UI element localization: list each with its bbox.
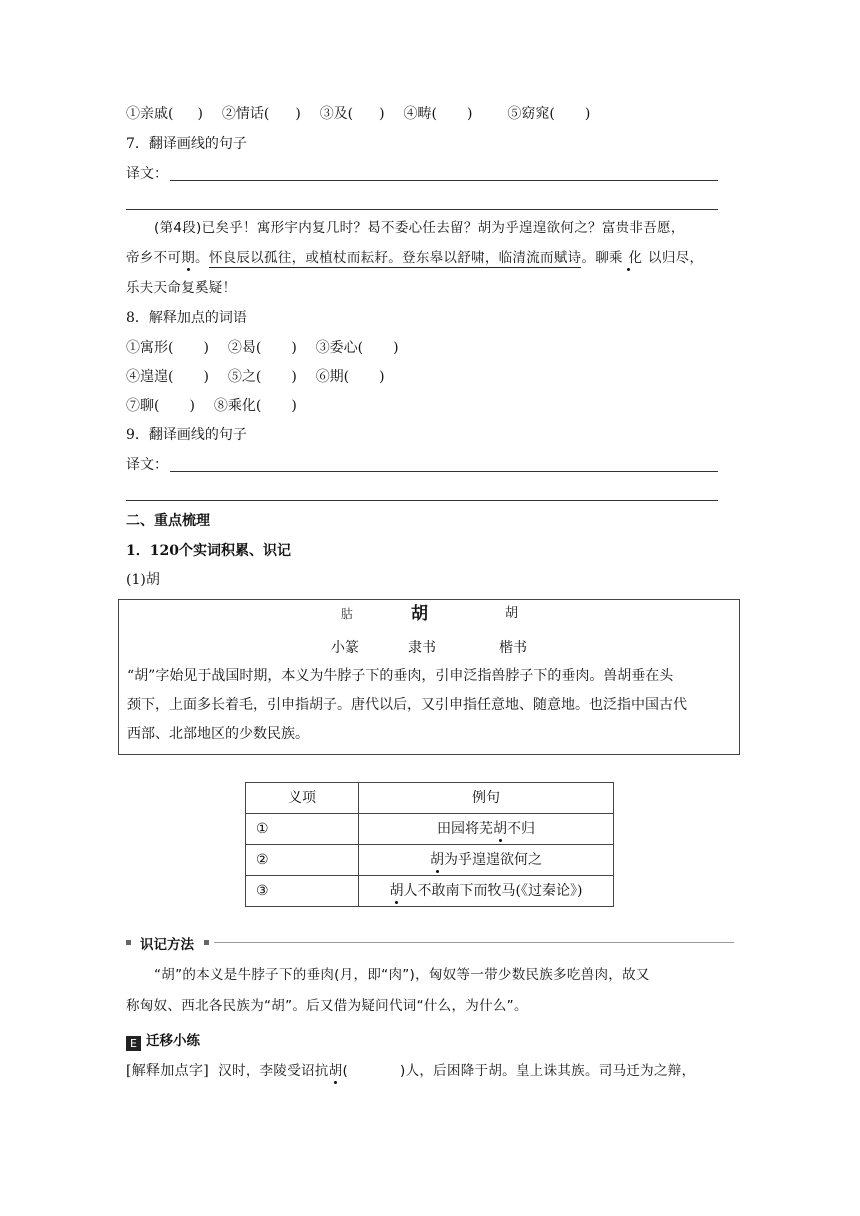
q9-answer-line-1: [170, 471, 718, 472]
table-cell-number: ③: [246, 876, 359, 907]
practice-icon: E: [126, 1036, 141, 1051]
label-clerical: 隶书: [408, 640, 436, 656]
q7-answer-line-1: [170, 180, 718, 181]
box-text-1: “胡”字始见于战国时期，本义为牛脖子下的垂肉，引申泛指兽脖子下的垂肉。兽胡垂在头: [127, 668, 674, 684]
q9-label: 译文：: [126, 457, 168, 473]
passage-line-2: 帝乡不可期。怀良辰以孤往，或植杖而耘耔。登东皋以舒啸，临清流而赋诗。聊乘化以归尽，: [126, 250, 704, 266]
bullet-square-icon: [204, 940, 209, 945]
practice-title: 迁移小练: [146, 1033, 200, 1049]
passage-line-3: 乐夫天命复奚疑！: [126, 280, 237, 296]
table-header: 义项: [246, 783, 359, 814]
q9-answer-line-2: [126, 500, 718, 501]
glyph-clerical: 胡: [411, 604, 428, 624]
box-text-3: 西部、北部地区的少数民族。: [127, 726, 309, 742]
method-title: 识记方法: [140, 937, 194, 953]
box-text-2: 颈下，上面多长着毛，引申指胡子。唐代以后，又引申指任意地、随意地。也泛指中国古代: [127, 697, 687, 713]
table-row: [246, 876, 614, 907]
passage-line-1: (第4段)已矣乎！寓形宇内复几时？曷不委心任去留？胡为乎遑遑欲何之？富贵非吾愿，: [154, 220, 685, 236]
q8-row-2: ④遑遑( ) ⑤之( ) ⑥期( ): [126, 369, 385, 385]
item-heading: (1)胡: [126, 572, 160, 588]
q8-title: 8．解释加点的词语: [126, 310, 247, 326]
method-text-2: 称匈奴、西北各民族为“胡”。后又借为疑问代词“什么，为什么”。: [126, 998, 528, 1014]
q8-row-3: ⑦聊( ) ⑧乘化( ): [126, 398, 297, 414]
table-cell-example: 胡人不敢南下而牧马(《过秦论》): [359, 876, 614, 907]
q7-answer-line-2: [126, 209, 718, 210]
table-row: [246, 814, 614, 845]
method-section-bar: [126, 936, 734, 953]
table-cell-example: 田园将芜胡不归: [359, 814, 614, 845]
table-header: 例句: [359, 783, 614, 814]
glyph-small-seal: 𦙶: [341, 607, 354, 621]
q6-items: ①亲戚( ) ②情话( ) ③及( ) ④畴( ) ⑤窈窕( ): [126, 106, 591, 122]
q7-title: 7．翻译画线的句子: [126, 136, 247, 152]
q9-title: 9．翻译画线的句子: [126, 427, 247, 443]
table-cell-number: ①: [246, 814, 359, 845]
label-small-seal: 小篆: [331, 640, 359, 656]
table-header-row: [246, 783, 614, 814]
q8-row-1: ①寓形( ) ②曷( ) ③委心( ): [126, 340, 399, 356]
table-row: [246, 845, 614, 876]
q7-label: 译文：: [126, 166, 168, 182]
table-cell-number: ②: [246, 845, 359, 876]
practice-heading: [126, 1031, 200, 1051]
table-cell-example: 胡为乎遑遑欲何之: [359, 845, 614, 876]
section-rule: [214, 942, 734, 943]
label-regular: 楷书: [499, 640, 527, 656]
character-evolution-box: [118, 599, 740, 755]
glyph-regular: 胡: [505, 606, 519, 621]
section-heading: 二、重点梳理: [126, 513, 210, 529]
method-text-1: “胡”的本义是牛脖子下的垂肉(月，即“肉”)，匈奴等一带少数民族多吃兽肉，故又: [154, 967, 650, 983]
subsection-heading: 1．120个实词积累、识记: [126, 543, 291, 559]
underlined-sentence: 怀良辰以孤往，或植杖而耘耔。登东皋以舒啸，临清流而赋诗: [208, 250, 582, 266]
bullet-square-icon: [126, 940, 131, 945]
meaning-table: [245, 782, 614, 907]
practice-question: [解释加点字] 汉时，李陵受诏抗胡( )人，后困降于胡。皇上诛其族。司马迁为之辩，: [126, 1063, 696, 1079]
